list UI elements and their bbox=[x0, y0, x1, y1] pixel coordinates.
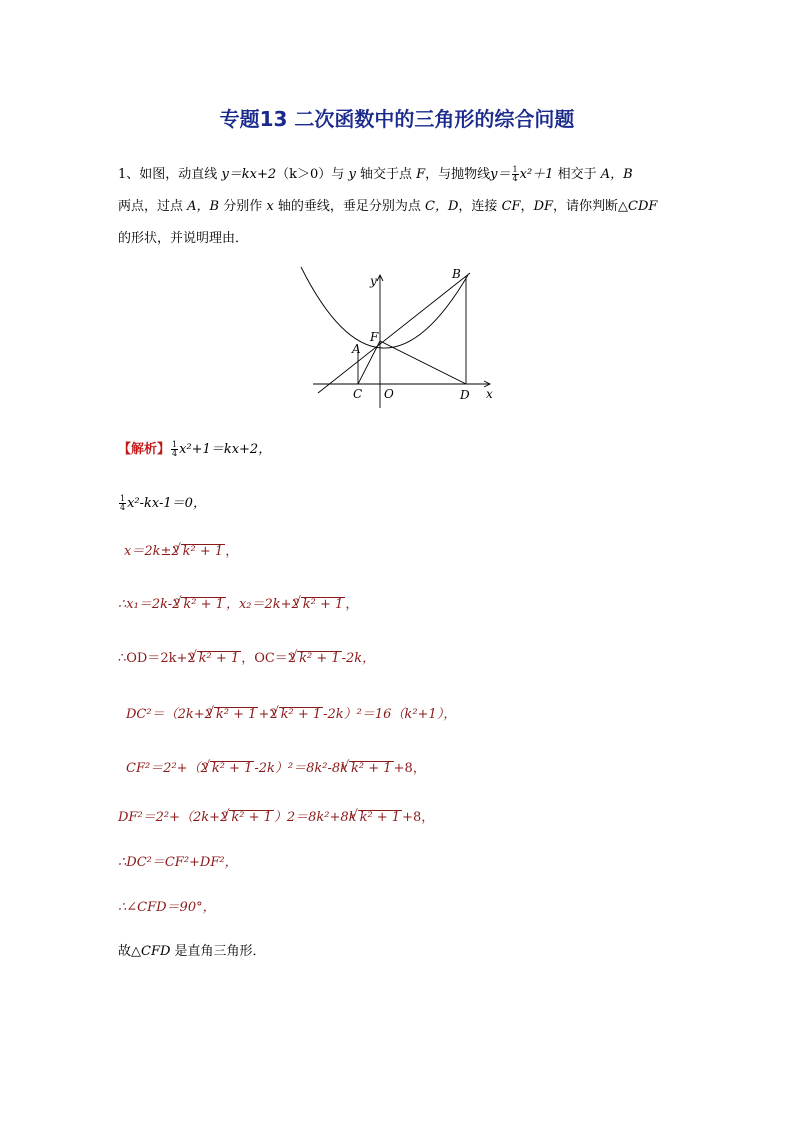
radical bbox=[197, 651, 242, 665]
equation-part: -2k）²＝16（k²+1）， bbox=[323, 707, 457, 722]
fraction bbox=[171, 441, 178, 458]
label-F: F bbox=[370, 330, 379, 344]
equation-part: ∴OD＝2k+2 bbox=[118, 651, 196, 666]
equation-part: -2k， bbox=[341, 651, 376, 666]
text: 轴交于点 bbox=[359, 167, 412, 182]
radicand: k² + 1 bbox=[351, 761, 392, 776]
equation-part: ， bbox=[225, 544, 239, 559]
radicand: k² + 1 bbox=[215, 707, 257, 722]
text: （k＞0）与 bbox=[276, 167, 345, 182]
parabola-rhs: x²＋1 bbox=[519, 167, 554, 182]
radicand: k² + 1 bbox=[211, 761, 253, 776]
line-equation: y＝kx+2 bbox=[221, 167, 277, 182]
solution-step-10 bbox=[118, 899, 216, 917]
label-D: D bbox=[460, 388, 470, 402]
radical bbox=[297, 651, 342, 665]
points-AB: A，B bbox=[600, 167, 633, 182]
text: 如图，动直线 bbox=[139, 167, 218, 182]
text: ，与抛物线 bbox=[425, 167, 491, 182]
equation-part: +8， bbox=[393, 761, 426, 776]
equation-part: ∴x₁＝2k-2 bbox=[118, 597, 181, 612]
equation: ∴∠CFD＝90°， bbox=[118, 900, 216, 915]
label-A: A bbox=[352, 342, 361, 356]
label-y: y bbox=[370, 274, 377, 288]
solution-step-2 bbox=[118, 495, 206, 513]
equation: x²+1＝kx+2， bbox=[179, 442, 272, 457]
segment-DF: DF bbox=[533, 199, 554, 214]
problem-figure bbox=[298, 265, 498, 413]
radical bbox=[210, 761, 255, 775]
segment-CF: CF bbox=[501, 199, 521, 214]
label-B: B bbox=[452, 267, 461, 281]
fraction-den: 4 bbox=[120, 503, 126, 512]
radical bbox=[349, 761, 394, 775]
radicand: k² + 1 bbox=[182, 544, 224, 559]
y-var: y bbox=[348, 167, 356, 182]
label-C: C bbox=[353, 387, 363, 401]
radicand: k² + 1 bbox=[198, 651, 240, 666]
segment-CF bbox=[358, 341, 380, 384]
text: 两点，过点 bbox=[118, 199, 184, 214]
radical bbox=[279, 707, 324, 721]
fraction-den: 4 bbox=[512, 174, 518, 183]
radicand: k² + 1 bbox=[280, 707, 322, 722]
label-O: O bbox=[384, 387, 394, 401]
equation-part: -2k）²＝8k²-8k bbox=[254, 761, 349, 776]
radicand: k² + 1 bbox=[299, 651, 340, 666]
solution-step-5 bbox=[118, 650, 375, 668]
radical bbox=[181, 597, 226, 611]
problem-line-3 bbox=[118, 231, 248, 247]
points-AB: A，B bbox=[187, 199, 220, 214]
radicand: k² + 1 bbox=[231, 810, 272, 825]
equation: ∴DC²＝CF²+DF²， bbox=[118, 855, 238, 870]
solution-step-9 bbox=[118, 854, 238, 872]
fraction-num: 1 bbox=[120, 494, 126, 503]
parabola-curve bbox=[301, 267, 468, 348]
fraction-den: 4 bbox=[172, 449, 178, 458]
radical bbox=[214, 707, 259, 721]
solution-step-4 bbox=[118, 596, 358, 614]
equation-part: ， bbox=[345, 597, 359, 612]
text: 故△ bbox=[118, 944, 141, 959]
equation: x²-kx-1＝0， bbox=[127, 496, 206, 511]
label-x: x bbox=[486, 387, 493, 401]
radicand: k² + 1 bbox=[302, 597, 344, 612]
text: 分别作 bbox=[223, 199, 263, 214]
equation-part: ，x₂＝2k+2 bbox=[225, 597, 300, 612]
solution-step-8 bbox=[118, 809, 434, 827]
text: 是直角三角形． bbox=[174, 944, 266, 959]
fraction bbox=[512, 166, 519, 183]
radical bbox=[358, 810, 403, 824]
text: ，连接 bbox=[458, 199, 498, 214]
text: ， bbox=[520, 199, 534, 214]
solution-step-3 bbox=[124, 543, 238, 561]
page-title: 专题13 二次函数中的三角形的综合问题 bbox=[219, 107, 575, 131]
radicand: k² + 1 bbox=[359, 810, 401, 825]
fraction-num: 1 bbox=[512, 165, 518, 174]
equation-part: +8， bbox=[402, 810, 435, 825]
x-var: x bbox=[266, 199, 274, 214]
problem-number: 1、 bbox=[118, 167, 140, 182]
point-F: F bbox=[416, 167, 426, 182]
text: 相交于 bbox=[557, 167, 597, 182]
fraction bbox=[119, 495, 126, 512]
equation-part: ）2＝8k²+8k bbox=[273, 810, 357, 825]
triangle-CFD: CFD bbox=[141, 944, 171, 959]
fraction-num: 1 bbox=[172, 440, 178, 449]
equation-part: +2 bbox=[258, 707, 278, 722]
triangle-CDF: CDF bbox=[628, 199, 658, 214]
problem-line-2 bbox=[118, 199, 657, 215]
points-CD: C，D bbox=[425, 199, 459, 214]
equation-part: CF²＝2²+（2 bbox=[126, 761, 209, 776]
radical bbox=[181, 544, 226, 558]
radical bbox=[229, 810, 274, 824]
solution-conclusion bbox=[118, 943, 266, 961]
equation-part: x＝2k±2 bbox=[124, 544, 180, 559]
radical bbox=[301, 597, 346, 611]
radicand: k² + 1 bbox=[183, 597, 224, 612]
equation-part: ，OC＝2 bbox=[241, 651, 297, 666]
text: ，请你判断△ bbox=[553, 199, 629, 214]
text: 的形状，并说明理由． bbox=[118, 231, 249, 246]
solution-step-7 bbox=[126, 760, 426, 778]
solution-step-6 bbox=[126, 706, 456, 724]
segment-DF bbox=[380, 341, 466, 384]
equation-part: DC²＝（2k+2 bbox=[126, 707, 213, 722]
solution-tag: 【解析】 bbox=[118, 442, 171, 457]
text: 轴的垂线，垂足分别为点 bbox=[277, 199, 421, 214]
equation-part: DF²＝2²+（2k+2 bbox=[118, 810, 229, 825]
solution-step-1 bbox=[118, 441, 271, 459]
parabola-lhs: y＝ bbox=[490, 167, 511, 182]
problem-line-1 bbox=[118, 166, 633, 183]
